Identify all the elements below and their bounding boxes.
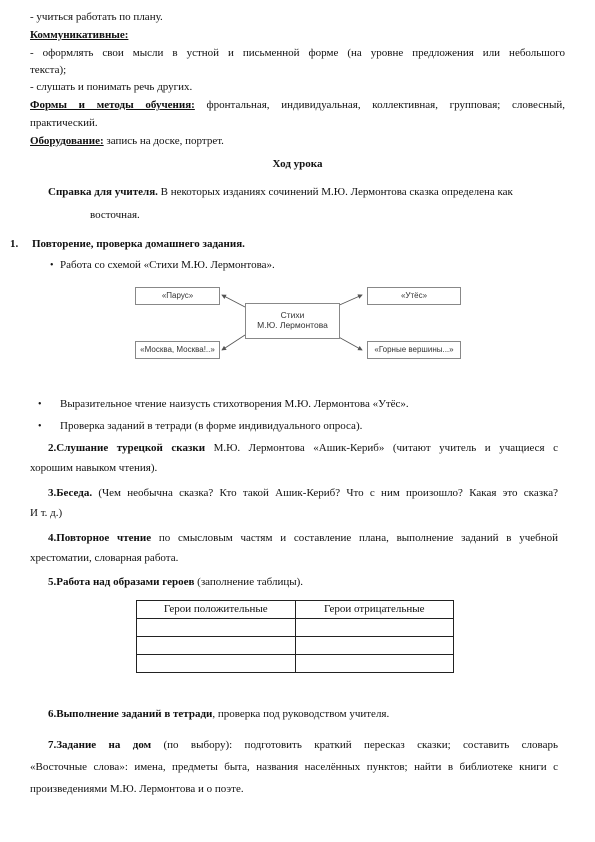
step7-cont: «Восточные слова»: имена, предметы быта, названия населённых пунктов; найти в библиотеке книги с [30,761,558,773]
table-cell[interactable] [295,619,454,637]
methods-line-cont: практический. [30,117,98,129]
step2-line [48,441,558,456]
table-cell[interactable] [137,655,296,673]
column-header-negative: Герои отрицательные [295,601,454,619]
step4-line [48,531,558,546]
scheme-node-utes: «Утёс» [367,287,461,305]
column-header-positive: Герои положительные [137,601,296,619]
objective-line-plan: - учиться работать по плану. [30,11,163,23]
table-cell[interactable] [137,619,296,637]
scheme-center-line1: Стихи [280,310,305,321]
step3-cont: И т. д.) [30,507,63,519]
table-row [137,655,454,673]
arrow-to-parus [222,295,245,307]
teacher-note-label: Справка для учителя. [48,186,158,198]
table-header-row [137,601,454,619]
step5-label: 5.Работа над образами героев [48,576,195,588]
heroes-table [136,600,454,673]
table-cell[interactable] [295,655,454,673]
step6-line [48,707,389,722]
step2-text: М.Ю. Лермонтова «Ашик-Кериб» (читают учитель и учащиеся с [205,442,558,454]
objective-line-express: - оформлять свои мысли в устной и письменной форме (на уровне предложения или небольшого [30,47,565,59]
scheme-node-moskva: «Москва, Москва!..» [135,341,220,359]
scheme-task: Работа со схемой «Стихи М.Ю. Лермонтова». [60,259,275,271]
scheme-node-gornye: «Горные вершины...» [367,341,461,359]
objective-line-express-cont: текста); [30,64,67,76]
methods-text: фронтальная, индивидуальная, коллективная, групповая; словесный, [194,99,565,111]
equipment-text: запись на доске, портрет. [103,135,224,147]
table-cell[interactable] [137,637,296,655]
table-cell[interactable] [295,637,454,655]
objective-line-listen: - слушать и понимать речь других. [30,81,193,93]
step7-text: (по выбору): подготовить краткий пересказ сказки; составить словарь [151,739,558,751]
step7-line [48,738,558,753]
step6-text: , проверка под руководством учителя. [212,708,390,720]
lesson-heading: Ход урока [272,158,323,170]
teacher-note-cont: восточная. [90,209,140,221]
step3-text: (Чем необычна сказка? Кто такой Ашик-Кериб? Что с ним произошло? Какая это сказка? [92,487,558,499]
equipment-label: Оборудование: [30,135,104,147]
step5-text: (заполнение таблицы). [194,576,304,588]
methods-line [30,98,565,113]
table-row [137,619,454,637]
step2-cont: хорошим навыком чтения). [30,462,158,474]
table-row [137,637,454,655]
bullet-check: Проверка заданий в тетради (в форме индивидуального опроса). [60,420,363,432]
step4-text: по смысловым частям и составление плана, выполнение заданий в учебной [151,532,558,544]
step2-label: 2.Слушание турецкой сказки [48,442,206,454]
step4-cont: хрестоматии, словарная работа. [30,552,179,564]
step5-line [48,575,303,590]
step7-label: 7.Задание на дом [48,739,152,751]
step7-cont2: произведениями М.Ю. Лермонтова и о поэте. [30,783,244,795]
bullet-recitation: Выразительное чтение наизусть стихотворения М.Ю. Лермонтова «Утёс». [60,398,409,410]
methods-label: Формы и методы обучения: [30,99,195,111]
step6-label: 6.Выполнение заданий в тетради [48,708,213,720]
bullet-marker: • [38,421,42,432]
scheme-center-line2: М.Ю. Лермонтова [257,320,328,330]
section1-title: Повторение, проверка домашнего задания. [32,238,245,250]
bullet-marker: • [38,399,42,410]
equipment-line [30,134,565,149]
scheme-node-center [245,303,340,339]
scheme-node-parus: «Парус» [135,287,220,305]
step3-line [48,486,558,501]
poems-scheme [130,280,465,370]
step3-label: 3.Беседа. [48,487,93,499]
communicative-heading: Коммуникативные: [30,29,129,41]
bullet-marker: • [50,260,54,271]
arrow-to-moskva [222,335,245,350]
teacher-note [48,185,568,200]
teacher-note-text: В некоторых изданиях сочинений М.Ю. Лермонтова сказка определена как [157,186,513,198]
step4-label: 4.Повторное чтение [48,532,152,544]
section1-number: 1. [10,238,19,250]
